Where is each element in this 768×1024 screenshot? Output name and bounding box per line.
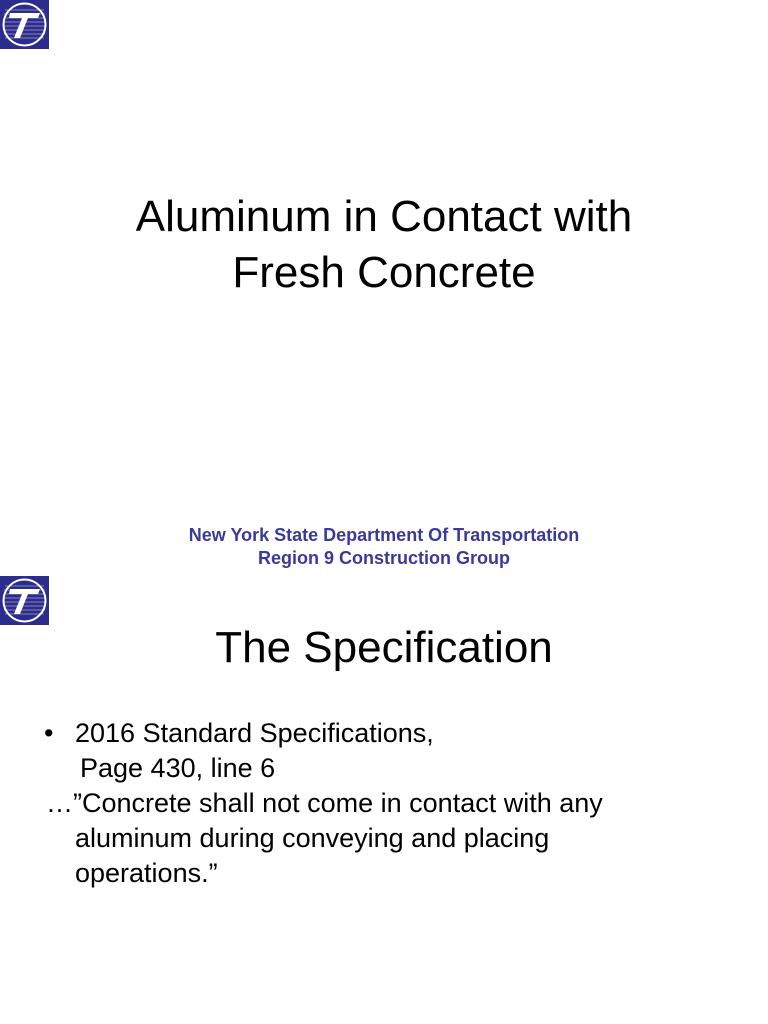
slide-body [0, 716, 720, 891]
bullet-text: 2016 Standard Specifications, [75, 718, 434, 748]
slide-title: The Specification [215, 623, 553, 672]
nysdot-logo-icon [0, 0, 49, 49]
bullet-icon: • [44, 718, 54, 748]
bullet-item [0, 716, 720, 751]
quote-continuation: operations.” [75, 858, 218, 888]
bullet-continuation: Page 430, line 6 [80, 753, 276, 783]
slide-subtitle [0, 524, 768, 570]
quote-continuation: aluminum during conveying and placing [75, 823, 550, 853]
specification-slide [0, 576, 768, 1024]
nysdot-logo-icon [0, 576, 49, 625]
subtitle-line-2: Region 9 Construction Group [258, 548, 510, 568]
subtitle-line-1: New York State Department Of Transportation [188, 525, 580, 545]
slide-title [0, 189, 768, 301]
slide-title-line-2: Fresh Concrete [232, 248, 536, 297]
quote-line: …”Concrete shall not come in contact with any [46, 788, 603, 818]
slide-title-line-1: Aluminum in Contact with [135, 192, 633, 241]
